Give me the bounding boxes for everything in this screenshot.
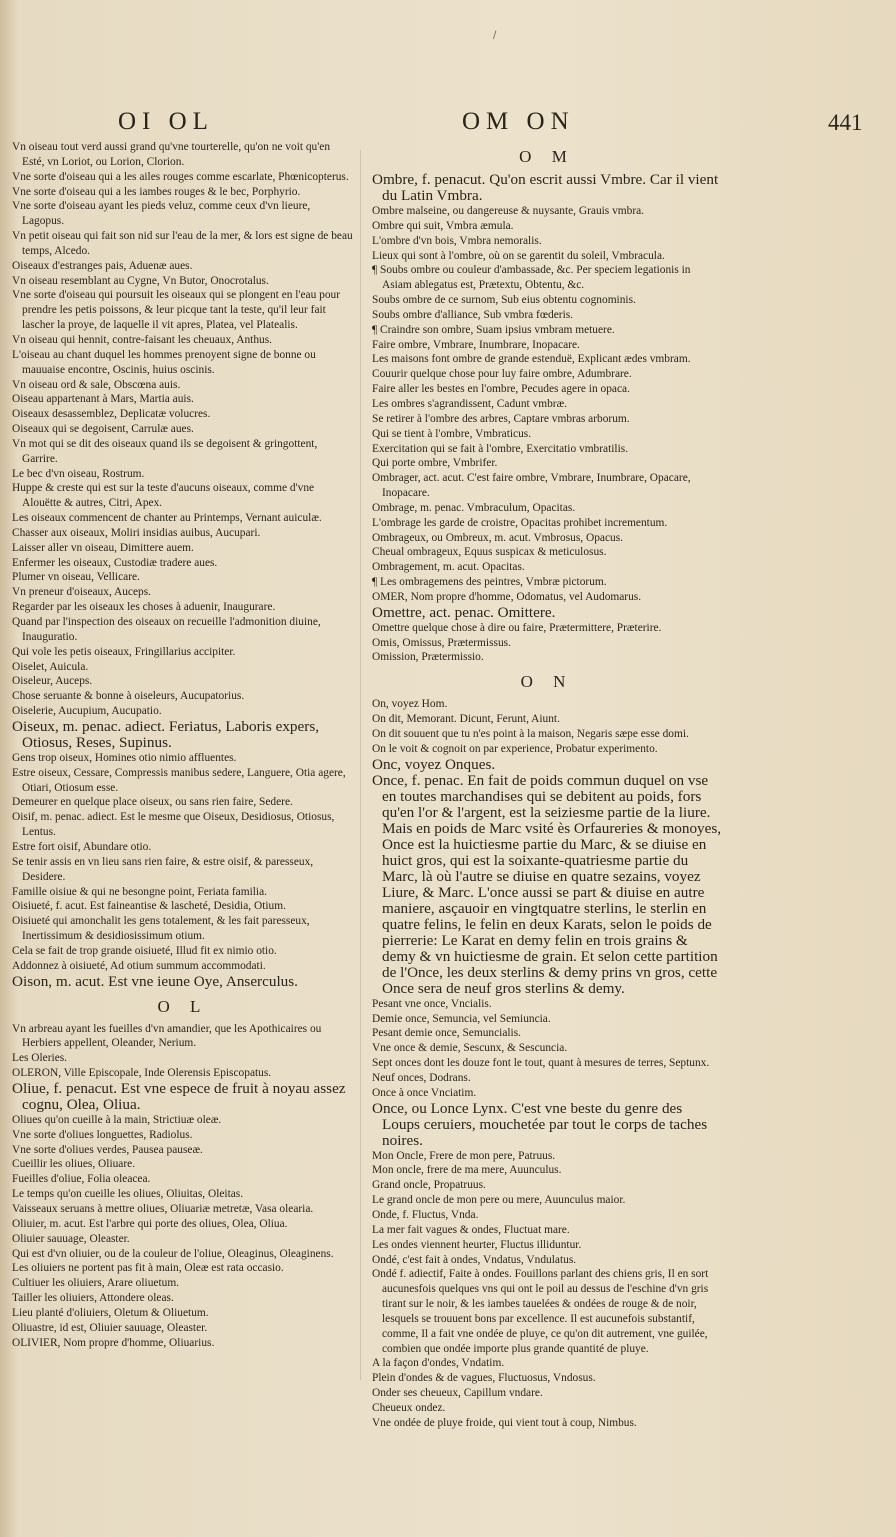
om-entries xyxy=(372,172,722,665)
dictionary-entry: L'ombre d'vn bois, Vmbra nemoralis. xyxy=(372,234,542,247)
dictionary-entry: Faire ombre, Vmbrare, Inumbrare, Inopacare. xyxy=(372,338,580,351)
dictionary-entry: Mon oncle, frere de ma mere, Auunculus. xyxy=(372,1164,562,1177)
dictionary-entry: Oiseaux d'estranges pais, Aduenæ aues. xyxy=(12,259,193,272)
dictionary-entry: Le temps qu'on cueille les oliues, Oliuitas, Oleitas. xyxy=(12,1188,244,1201)
dictionary-entry: Vne ondée de pluye froide, qui vient tout à coup, Nimbus. xyxy=(372,1416,637,1429)
dictionary-entry: Vne sorte d'oiseau qui a les iambes rouges & le bec, Porphyrio. xyxy=(12,185,301,198)
dictionary-entry: Vn arbreau ayant les fueilles d'vn amandier, que les Apothicaires ou Herbiers appellent, Oleander, Nerium. xyxy=(12,1022,322,1050)
dictionary-entry: Laisser aller vn oiseau, Dimittere auem. xyxy=(12,541,194,554)
dictionary-entry: Oiseux, m. penac. adiect. Feriatus, Laboris expers, Otiosus, Reses, Supinus. xyxy=(12,717,320,751)
dictionary-entry: Ombrageux, ou Ombreux, m. acut. Vmbrosus, Opacus. xyxy=(372,531,623,544)
dictionary-entry: Oliuier, m. acut. Est l'arbre qui porte des oliues, Olea, Oliua. xyxy=(12,1217,288,1230)
dictionary-entry: Once, f. penac. En fait de poids commun duquel on vse en toutes marchandises qui se debitent au poids, fors qu'en l'or & l'argent, est la seiziesme partie de la liure. Mais en poids de Marc vsité ès Orfaureries & monoyes, Once est la huictiesme partie du Marc, & se diuise en huict gros, qui est la soixante-quatriesme partie du Marc, là où l'autre se diuise en quatre sezains, voyez Liure, & Marc. L'once aussi se part & diuise en autre maniere, asçauoir en vingtquatre sterlins, le sterlin en quatre felins, le felin en deux Karats, selon le poids de pierrerie: Le Karat en demy felin en trois grains & demy & vn huictiesme de grain. Et selon cette partition de l'Once, les deux sterlins & demy prins vn gros, cette Once sera de neuf gros sterlins & demy. xyxy=(372,771,722,997)
dictionary-entry: La mer fait vagues & ondes, Fluctuat mare. xyxy=(372,1223,570,1236)
dictionary-entry: ¶ Les ombragemens des peintres, Vmbræ pictorum. xyxy=(372,576,607,589)
dictionary-entry: Lieu planté d'oliuiers, Oletum & Oliuetum. xyxy=(12,1306,209,1319)
dictionary-entry: L'ombrage les garde de croistre, Opacitas prohibet incrementum. xyxy=(372,516,668,529)
dictionary-entry: Ombrager, act. acut. C'est faire ombre, Vmbrare, Inumbrare, Opacare, Inopacare. xyxy=(372,472,691,500)
corner-mark: / xyxy=(493,30,497,41)
dictionary-entry: Oiseau appartenant à Mars, Martia auis. xyxy=(12,393,194,406)
dictionary-entry: Les oiseaux commencent de chanter au Printemps, Vernant auiculæ. xyxy=(12,512,322,525)
dictionary-entry: Cela se fait de trop grande oisiueté, Illud fit ex nimio otio. xyxy=(12,944,277,957)
dictionary-entry: Enfermer les oiseaux, Custodiæ tradere aues. xyxy=(12,556,218,569)
dictionary-entry: Omission, Prætermissio. xyxy=(372,651,484,664)
dictionary-entry: Vaisseaux seruans à mettre oliues, Oliuariæ metretæ, Vasa olearia. xyxy=(12,1203,314,1215)
on-entries xyxy=(372,697,722,1430)
dictionary-entry: Les Oleries. xyxy=(12,1052,68,1065)
dictionary-entry: Qui porte ombre, Vmbrifer. xyxy=(372,457,498,470)
dictionary-entry: ¶ Soubs ombre ou couleur d'ambassade, &c. Per speciem legationis in Asiam ablegatus est, Prætextu, Obtentu, &c. xyxy=(372,264,691,292)
dictionary-entry: Soubs ombre de ce surnom, Sub eius obtentu cognominis. xyxy=(372,294,636,307)
running-head-left: OI OL xyxy=(118,108,214,135)
dictionary-entry: Grand oncle, Propatruus. xyxy=(372,1179,486,1192)
left-column xyxy=(12,140,354,1350)
dictionary-entry: Cheual ombrageux, Equus suspicax & meticulosus. xyxy=(372,546,607,559)
dictionary-entry: Pesant vne once, Vncialis. xyxy=(372,997,492,1010)
dictionary-entry: Omis, Omissus, Prætermissus. xyxy=(372,636,511,649)
dictionary-entry: Sept onces dont les douze font le tout, quant à mesures de terres, Septunx. xyxy=(372,1057,710,1070)
running-head-right: OM ON xyxy=(462,108,575,135)
dictionary-entry: Once à once Vnciatim. xyxy=(372,1086,477,1099)
dictionary-entry: Vn preneur d'oiseaux, Auceps. xyxy=(12,586,152,599)
dictionary-entry: Oisiueté qui amonchalit les gens totalement, & les fait paresseux, Inertissimum & desidiosissimum otium. xyxy=(12,915,310,943)
dictionary-entry: Les maisons font ombre de grande estenduë, Explicant ædes vmbram. xyxy=(372,353,691,366)
dictionary-entry: Ondé, c'est fait à ondes, Vndatus, Vndulatus. xyxy=(372,1253,577,1266)
dictionary-entry: OLERON, Ville Episcopale, Inde Olerensis Episcopatus. xyxy=(12,1067,272,1080)
dictionary-entry: Demeurer en quelque place oiseux, ou sans rien faire, Sedere. xyxy=(12,796,293,809)
dictionary-entry: Onde, f. Fluctus, Vnda. xyxy=(372,1208,479,1221)
dictionary-entry: Ombre, f. penacut. Qu'on escrit aussi Vmbre. Car il vient du Latin Vmbra. xyxy=(372,171,719,204)
dictionary-entry: Oliues qu'on cueille à la main, Strictiuæ oleæ. xyxy=(12,1113,222,1126)
dictionary-entry: Onc, voyez Onques. xyxy=(372,755,496,773)
dictionary-entry: Chose seruante & bonne à oiseleurs, Aucupatorius. xyxy=(12,690,245,703)
dictionary-entry: Pesant demie once, Semuncialis. xyxy=(372,1027,521,1040)
dictionary-entry: Mon Oncle, Frere de mon pere, Patruus. xyxy=(372,1149,556,1162)
dictionary-entry: Le bec d'vn oiseau, Rostrum. xyxy=(12,467,145,480)
dictionary-entry: Tailler les oliuiers, Attondere oleas. xyxy=(12,1292,174,1305)
dictionary-entry: Oiseleur, Auceps. xyxy=(12,675,93,688)
dictionary-entry: ¶ Craindre son ombre, Suam ipsius vmbram metuere. xyxy=(372,323,615,336)
dictionary-entry: Huppe & creste qui est sur la teste d'aucuns oiseaux, comme d'vne Alouëtte & autres, Citri, Apex. xyxy=(12,482,315,510)
dictionary-entry: Soubs ombre d'alliance, Sub vmbra fœderis. xyxy=(372,308,574,321)
dictionary-entry: Oisiueté, f. acut. Est faineantise & lascheté, Desidia, Otium. xyxy=(12,900,286,913)
dictionary-entry: Ombre qui suit, Vmbra æmula. xyxy=(372,219,514,232)
dictionary-entry: Ondé f. adiectif, Faite à ondes. Fouillons parlant des chiens gris, Il en sort aucunesfois quelques vns qui ont le poil au dessus de l'eschine d'vn gris tirant sur le noir, & les iambes tauelées & ondées de rouge & de noir, lesquels se trouuent bons par excellence. Il est aucunefois substantif, comme, Il a fait vne ondée de pluye, ce qu'on dit autrement, vne guilée, combien que ondée importe plus grande quantité de pluye. xyxy=(372,1268,709,1355)
dictionary-entry: Les ondes viennent heurter, Fluctus illiduntur. xyxy=(372,1238,582,1251)
dictionary-entry: Estre oiseux, Cessare, Compressis manibus sedere, Languere, Otia agere, Otiari, Otiosum esse. xyxy=(12,766,346,794)
dictionary-entry: Faire aller les bestes en l'ombre, Pecudes agere in opaca. xyxy=(372,383,630,396)
column-divider xyxy=(360,150,361,1380)
dictionary-entry: Oison, m. acut. Est vne ieune Oye, Anserculus. xyxy=(12,972,298,990)
page-number: 441 xyxy=(828,110,863,135)
dictionary-entry: Onder ses cheueux, Capillum vndare. xyxy=(372,1387,543,1400)
dictionary-entry: On, voyez Hom. xyxy=(372,698,448,711)
dictionary-entry: Regarder par les oiseaux les choses à aduenir, Inaugurare. xyxy=(12,601,276,614)
dictionary-entry: Lieux qui sont à l'ombre, où on se garentit du soleil, Vmbracula. xyxy=(372,249,665,262)
dictionary-entry: Vn oiseau resemblant au Cygne, Vn Butor, Onocrotalus. xyxy=(12,274,269,287)
right-column xyxy=(372,140,722,1431)
dictionary-entry: Vne once & demie, Sescunx, & Sescuncia. xyxy=(372,1042,568,1055)
dictionary-entry: Qui se tient à l'ombre, Vmbraticus. xyxy=(372,427,532,440)
dictionary-entry: Vne sorte d'oiseau qui a les ailes rouges comme escarlate, Phœnicopterus. xyxy=(12,170,349,183)
dictionary-entry: Oliue, f. penacut. Est vne espece de fruit à noyau assez cognu, Olea, Oliua. xyxy=(12,1079,346,1113)
dictionary-entry: L'oiseau au chant duquel les hommes prenoyent signe de bonne ou mauuaise encontre, Oscinis, huius oscinis. xyxy=(12,348,316,376)
dictionary-entry: Fueilles d'oliue, Folia oleacea. xyxy=(12,1173,151,1186)
dictionary-entry: Once, ou Lonce Lynx. C'est vne beste du genre des Loups ceruiers, mouchetée par tout le corps de taches noires. xyxy=(372,1099,708,1149)
dictionary-entry: On dit, Memorant. Dicunt, Ferunt, Aiunt. xyxy=(372,713,560,726)
dictionary-entry: On dit souuent que tu n'es point à la maison, Negaris sæpe esse domi. xyxy=(372,728,689,740)
dictionary-entry: Oiselet, Auicula. xyxy=(12,660,89,673)
dictionary-entry: Oliuastre, id est, Oliuier sauuage, Oleaster. xyxy=(12,1321,208,1334)
dictionary-entry: Vn oiseau tout verd aussi grand qu'vne tourterelle, qu'on ne voit qu'en Esté, vn Loriot, ou Lorion, Clorion. xyxy=(12,141,331,168)
dictionary-entry: Oiselerie, Aucupium, Aucupatio. xyxy=(12,705,162,718)
dictionary-entry: Ombre malseine, ou dangereuse & nuysante, Grauis vmbra. xyxy=(372,205,645,217)
dictionary-entry: Oliuier sauuage, Oleaster. xyxy=(12,1232,130,1245)
dictionary-entry: Omettre quelque chose à dire ou faire, Prætermittere, Præterire. xyxy=(372,621,662,634)
dictionary-entry: Vne sorte d'oiseau ayant les pieds veluz, comme ceux d'vn lieure, Lagopus. xyxy=(12,200,311,228)
dictionary-entry: Vn oiseau ord & sale, Obscœna auis. xyxy=(12,378,181,391)
dictionary-entry: On le voit & cognoit on par experience, Probatur experimento. xyxy=(372,742,658,755)
dictionary-entry: Se retirer à l'ombre des arbres, Captare vmbras arborum. xyxy=(372,412,630,425)
dictionary-entry: A la façon d'ondes, Vndatim. xyxy=(372,1357,505,1370)
dictionary-entry: Plumer vn oiseau, Vellicare. xyxy=(12,571,140,584)
dictionary-entry: Qui est d'vn oliuier, ou de la couleur de l'oliue, Oleaginus, Oleaginens. xyxy=(12,1247,334,1260)
section-title-on: O N xyxy=(520,672,574,692)
dictionary-entry: Ombrage, m. penac. Vmbraculum, Opacitas. xyxy=(372,501,576,514)
left-entries xyxy=(12,140,354,990)
dictionary-entry: Oiseaux qui se degoisent, Carrulæ aues. xyxy=(12,423,194,436)
dictionary-entry: Vne sorte d'oliues verdes, Pausea pauseæ. xyxy=(12,1143,203,1156)
dictionary-entry: Omettre, act. penac. Omittere. xyxy=(372,603,556,621)
dictionary-entry: Qui vole les petis oiseaux, Fringillarius accipiter. xyxy=(12,645,236,658)
dictionary-entry: Cueillir les oliues, Oliuare. xyxy=(12,1158,136,1171)
dictionary-entry: Addonnez à oisiueté, Ad otium summum accommodati. xyxy=(12,959,266,972)
dictionary-entry: Oiseaux desassemblez, Deplicatæ volucres. xyxy=(12,408,211,421)
dictionary-entry: Gens trop oiseux, Homines otio nimio affluentes. xyxy=(12,751,237,764)
dictionary-entry: Oisif, m. penac. adiect. Est le mesme que Oiseux, Desidiosus, Otiosus, Lentus. xyxy=(12,811,335,839)
dictionary-entry: OMER, Nom propre d'homme, Odomatus, vel Audomarus. xyxy=(372,590,642,603)
dictionary-entry: Vne sorte d'oliues longuettes, Radiolus. xyxy=(12,1128,193,1141)
dictionary-entry: OLIVIER, Nom propre d'homme, Oliuarius. xyxy=(12,1336,215,1349)
dictionary-entry: Famille oisiue & qui ne besongne point, Feriata familia. xyxy=(12,885,267,898)
dictionary-entry: Neuf onces, Dodrans. xyxy=(372,1071,471,1084)
dictionary-entry: Se tenir assis en vn lieu sans rien faire, & estre oisif, & paresseux, Desidere. xyxy=(12,855,314,883)
dictionary-entry: Demie once, Semuncia, vel Semiuncia. xyxy=(372,1012,551,1025)
dictionary-entry: Chasser aux oiseaux, Moliri insidias auibus, Aucupari. xyxy=(12,526,261,539)
dictionary-entry: Les oliuiers ne portent pas fit à main, Oleæ est rata occasio. xyxy=(12,1262,284,1275)
dictionary-entry: Vn mot qui se dit des oiseaux quand ils se degoisent & gringottent, Garrire. xyxy=(12,437,318,465)
dictionary-entry: Cheueux ondez. xyxy=(372,1401,446,1414)
dictionary-entry: Ombragement, m. acut. Opacitas. xyxy=(372,561,525,574)
dictionary-entry: Vne sorte d'oiseau qui poursuit les oiseaux qui se plongent en l'eau pour prendre les petis poissons, & leur picque tant la teste, qu'il leur fait lascher la proye, de laquelle il vit apres, Platea, vel Platealis. xyxy=(12,289,341,332)
section-title-om: O M xyxy=(519,147,575,166)
ol-entries xyxy=(12,1022,354,1351)
section-title-ol: O L xyxy=(157,996,209,1016)
dictionary-entry: Exercitation qui se fait à l'ombre, Exercitatio vmbratilis. xyxy=(372,442,629,455)
dictionary-entry: Estre fort oisif, Abundare otio. xyxy=(12,840,152,853)
dictionary-entry: Quand par l'inspection des oiseaux on recueille l'admonition diuine, Inauguratio. xyxy=(12,616,321,643)
dictionary-entry: Les ombres s'agrandissent, Cadunt vmbræ. xyxy=(372,397,568,410)
dictionary-entry: Plein d'ondes & de vagues, Fluctuosus, Vndosus. xyxy=(372,1372,596,1385)
dictionary-entry: Le grand oncle de mon pere ou mere, Auunculus maior. xyxy=(372,1194,626,1207)
dictionary-entry: Cultiuer les oliuiers, Arare oliuetum. xyxy=(12,1277,180,1290)
dictionary-entry: Vn oiseau qui hennit, contre-faisant les cheuaux, Anthus. xyxy=(12,333,273,346)
dictionary-entry: Vn petit oiseau qui fait son nid sur l'eau de la mer, & lors est signe de beau temps, Alcedo. xyxy=(12,230,353,257)
dictionary-entry: Couurir quelque chose pour luy faire ombre, Adumbrare. xyxy=(372,368,632,381)
